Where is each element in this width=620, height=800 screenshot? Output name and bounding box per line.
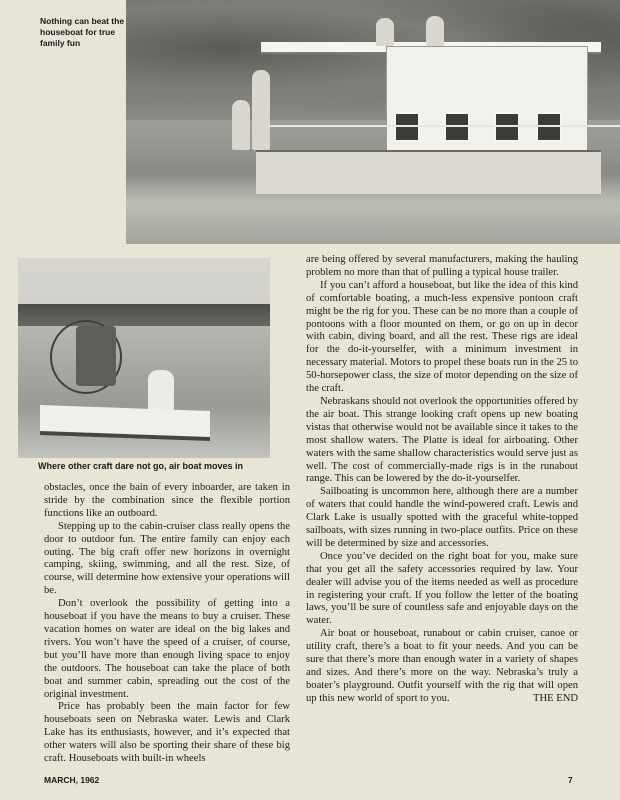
houseboat-pontoon-deck [256,150,601,194]
paragraph: obstacles, once the bain of every inboarder, are taken in stride by the combination since the flexible portion functions like an outboard. [44,482,290,519]
person-on-roof [376,18,394,46]
houseboat-photo [126,0,620,244]
paragraph: Nebraskans should not overlook the opportunities offered by the air boat. This strange looking craft opens up new boating vistas that otherwise would not be available since it takes to the most shallow waters. The Platte is ideal for airboating. Other waters with the same shallow characteristics would serve just as well. The cost of commercially-made rigs is in the runabout range. This can be lowered by the do-it-yourselfer. [306,395,578,485]
deck-railing [261,125,620,127]
person-on-roof [426,16,444,46]
airboat-driver [148,370,174,410]
paragraph: Sailboating is uncommon here, although there are a number of waters that could handle the wind-powered craft. Lewis and Clark Lake is usually spotted with the graceful white-topped sailboats, with sizes running in two-place outfits. Price on these will be determined by size and accessories. [306,486,578,549]
airboat-caption: Where other craft dare not go, air boat moves in [38,461,244,471]
article-left-column [44,482,290,766]
paragraph: are being offered by several manufacturers, making the hauling problem no more than that of pulling a typical house trailer. [306,254,578,278]
page-number: 7 [568,775,573,785]
treeline-background [18,304,270,326]
paragraph: Once you’ve decided on the right boat for you, make sure that you get all the safety accessories required by law. Your dealer will advise you of the items needed as well as procedure in registering your craft. If you follow the letter of the boating laws, you’ll be sure of countless safe and enjoyable days on the water. [306,550,578,627]
woman-on-deck [252,70,270,150]
paragraph: Price has probably been the main factor for few houseboats seen on Nebraska water. Lewis and Clark Lake has its enthusiasts, however, and it’s expected that other waters will also be sporting their share of these big craft. Houseboats with built-in wheels [44,701,290,765]
cabin-window [394,112,420,142]
airboat-photo [18,258,270,458]
cabin-window [494,112,520,142]
cabin-window [536,112,562,142]
the-end-marker: THE END [532,692,578,704]
airboat-engine [76,326,116,386]
paragraph: Don’t overlook the possibility of getting into a houseboat if you have the means to buy a cruiser. These vacation homes on water are ideal on the big lakes and rivers. You won’t have the speed of a cruiser, of course, but you’ll have more than enough living space to enjoy the outdoors. The houseboat can take the place of both boat and summer cabin, spreading out the cost of the original investment. [44,598,290,700]
cabin-window [444,112,470,142]
paragraph-text: Air boat or houseboat, runabout or cabin cruiser, canoe or utility craft, there’s a boat to fit your needs. And you can be sure that there’s more than enough water in a variety of shapes and sizes. And there’s more on the way. Nebraska’s truly a boater’s playground. Outfit yourself with the rig that will open up this new world of sport to you. [306,628,578,704]
child-on-deck [232,100,250,150]
paragraph-final [306,628,578,705]
issue-date: MARCH, 1962 [44,775,100,785]
houseboat-caption: Nothing can beat the houseboat for true family fun [40,16,125,48]
airboat-hull [40,405,210,441]
paragraph: If you can’t afford a houseboat, but like the idea of this kind of comfortable boating, a much-less expensive pontoon craft might be the rig for you. These can be no more than a couple of pontoons with a floor mounted on them, or go on up in decor with cabin, diving board, and all the rest. These rigs are ideal for the do-it-yourselfer, with a minimum investment in necessary material. Motors to propel these boats run in the 25 to 50-horsepower class, the size of motor depending on the size of the craft. [306,279,578,395]
paragraph: Stepping up to the cabin-cruiser class really opens the door to outdoor fun. The entire family can enjoy each outing. The big craft offer new horizons in overnight camping, skiing, swimming, and all the rest. Size, of course, will determine how extensive your operations will be. [44,520,290,597]
article-right-column [306,254,578,706]
